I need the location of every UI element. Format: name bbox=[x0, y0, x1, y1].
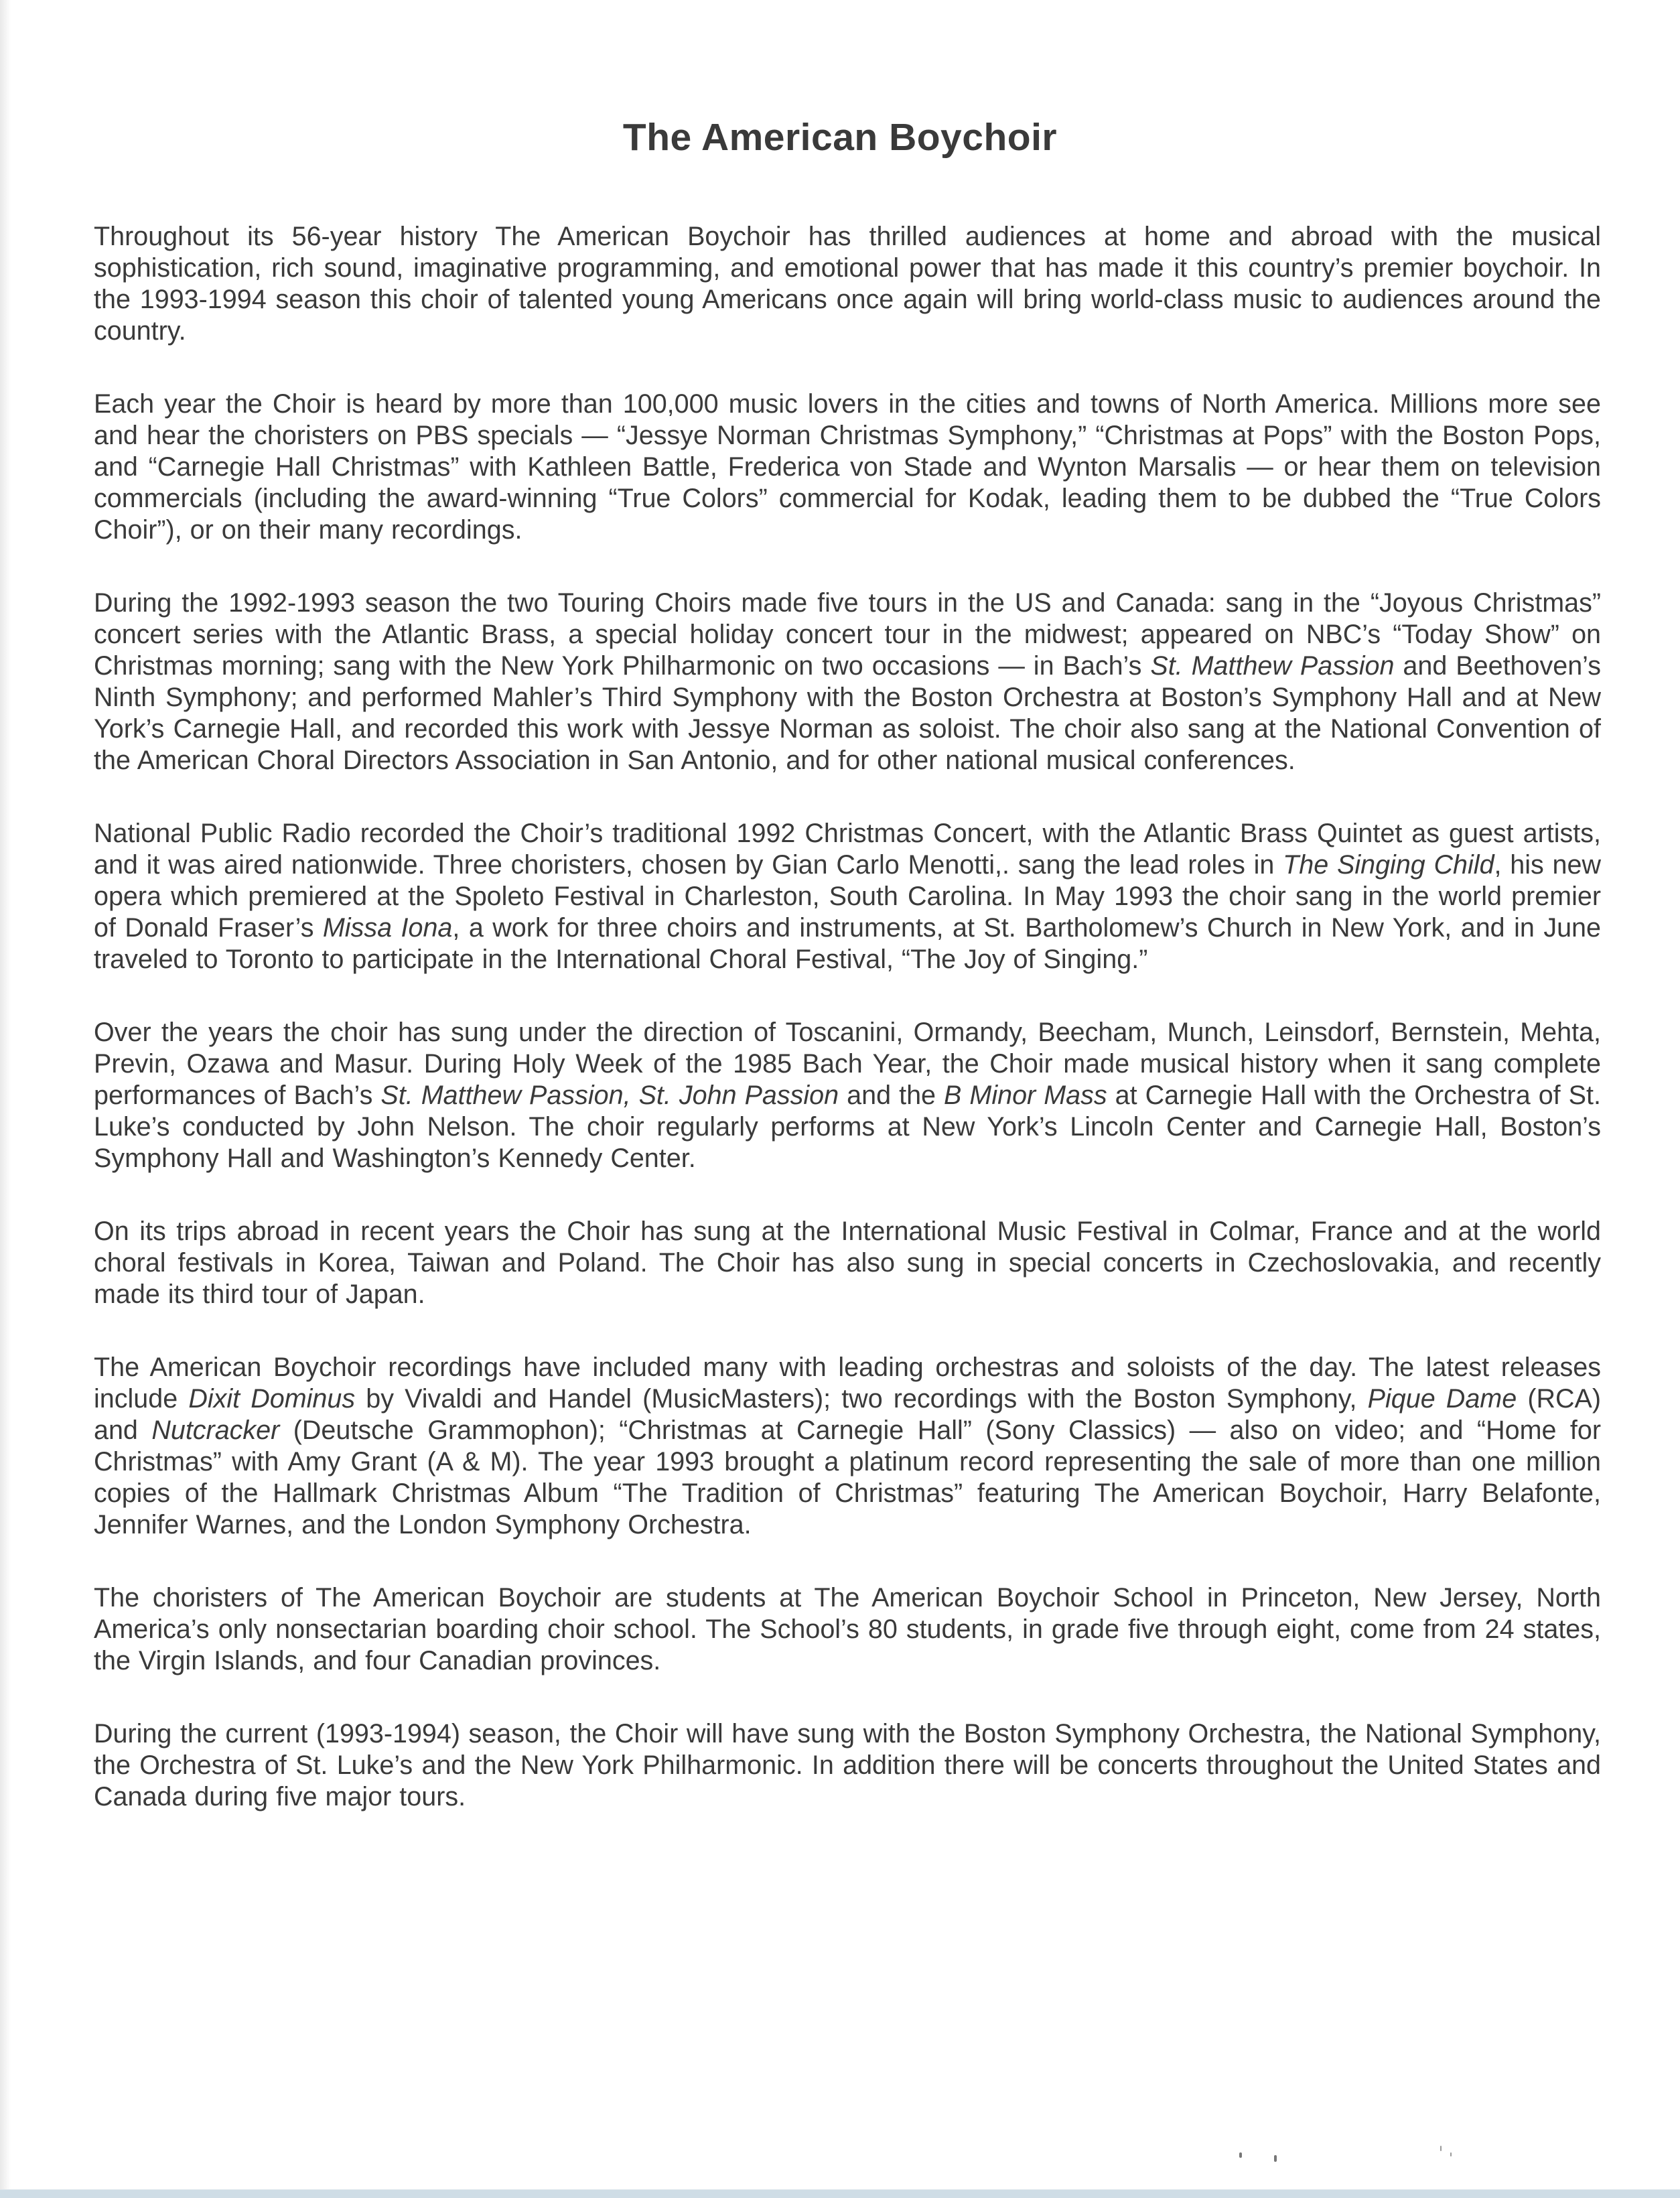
paragraph-text: (RCA) and bbox=[94, 1384, 1602, 1445]
work-title: Nutcracker bbox=[151, 1416, 280, 1445]
paragraph-text: (Deutsche Grammophon); “Christmas at Carnegie Hall” (Sony Classics) — also on video; and “Home for Christmas” with Amy Grant (A & M). The year 1993 brought a platinum record representing the sale of more than one million copies of the Hallmark Christmas Album “The Tradition of Christmas” featuring The American Boychoir, Harry Belafonte, Jennifer Warnes, and the London Symphony Orchestra. bbox=[94, 1416, 1601, 1539]
paragraph-text: Throughout its 56-year history The American Boychoir has thrilled audiences at home and abroad with the musical sophistication, rich sound, imaginative programming, and emotional power that has made it this country’s premier boychoir. In the 1993-1994 season this choir of talented young Americans once again will bring world-class music to audiences around the country. bbox=[94, 222, 1601, 346]
scan-specks bbox=[1239, 2140, 1480, 2174]
paragraph-text: by Vivaldi and Handel (MusicMasters); two recordings with the Boston Symphony, bbox=[355, 1384, 1368, 1414]
paragraph-conductors bbox=[94, 1017, 1601, 1174]
scan-speck bbox=[1450, 2152, 1452, 2156]
paragraph-npr-and-premieres bbox=[94, 818, 1601, 975]
scan-left-edge-shadow bbox=[0, 0, 11, 2198]
paragraph-text: at Carnegie Hall with the Orchestra of St. Luke’s conducted by John Nelson. The choir regularly performs at New York’s Lincoln Center and Carnegie Hall, Boston’s Symphony Hall and Washington’s Kennedy Center. bbox=[94, 1081, 1601, 1173]
paragraph-recordings bbox=[94, 1352, 1601, 1541]
paragraph-audience bbox=[94, 389, 1601, 546]
paragraph-text: On its trips abroad in recent years the Choir has sung at the International Music Festival in Colmar, France and at the world choral festivals in Korea, Taiwan and Poland. The Choir has also sung in special concerts in Czechoslovakia, and recently made its third tour of Japan. bbox=[94, 1217, 1601, 1309]
paragraph-text: National Public Radio recorded the Choir’s traditional 1992 Christmas Concert, with the Atlantic Brass Quintet as guest artists, and it was aired nationwide. Three choristers, chosen by Gian Carlo Menotti,. sang the lead roles in bbox=[94, 819, 1601, 880]
paragraph-current-season bbox=[94, 1718, 1601, 1813]
scan-speck bbox=[1440, 2146, 1442, 2151]
paragraph-1992-1993-season bbox=[94, 588, 1601, 776]
paragraph-text: During the 1992-1993 season the two Touring Choirs made five tours in the US and Canada: sang in the “Joyous Christmas” concert series with the Atlantic Brass, a special holiday concert tour in the midwest; appeared on NBC’s “Today Show” on Christmas morning; sang with the New York Philharmonic on two occasions — in Bach’s bbox=[94, 588, 1601, 681]
paragraph-text: During the current (1993-1994) season, the Choir will have sung with the Boston Symphony Orchestra, the National Symphony, the Orchestra of St. Luke’s and the New York Philharmonic. In addition there will be concerts throughout the United States and Canada during five major tours. bbox=[94, 1719, 1601, 1811]
paragraph-text: The choristers of The American Boychoir are students at The American Boychoir School in Princeton, New Jersey, North America’s only nonsectarian boarding choir school. The School’s 80 students, in grade five through eight, come from 24 states, the Virgin Islands, and four Canadian provinces. bbox=[94, 1583, 1601, 1675]
paragraph-history bbox=[94, 221, 1601, 347]
paragraph-text: , a work for three choirs and instruments, at St. Bartholomew’s Church in New York, and in June traveled to Toronto to participate in the International Choral Festival, “The Joy of Singing.” bbox=[94, 913, 1601, 974]
work-title: Dixit Dominus bbox=[188, 1384, 356, 1414]
work-title: Pique Dame bbox=[1367, 1384, 1517, 1414]
paragraph-text: Each year the Choir is heard by more than 100,000 music lovers in the cities and towns of North America. Millions more see and hear the choristers on PBS specials — “Jessye Norman Christmas Symphony,” “Christmas at Pops” with the Boston Pops, and “Carnegie Hall Christmas” with Kathleen Battle, Frederica von Stade and Wynton Marsalis — or hear them on television commercials (including the award-winning “True Colors” commercial for Kodak, leading them to be dubbed the “True Colors Choir”), or on their many recordings. bbox=[94, 389, 1601, 545]
paragraph-school bbox=[94, 1582, 1601, 1677]
scan-bottom-edge bbox=[0, 2189, 1680, 2198]
work-title: St. Matthew Passion, St. John Passion bbox=[380, 1081, 839, 1110]
work-title: Missa Iona bbox=[322, 913, 453, 943]
paragraph-text: Over the years the choir has sung under the direction of Toscanini, Ormandy, Beecham, Munch, Leinsdorf, Bernstein, Mehta, Previn, Ozawa and Masur. During Holy Week of the 1985 Bach Year, the Choir made musical history when it sang complete performances of Bach’s bbox=[94, 1018, 1601, 1110]
paragraph-text: and the bbox=[839, 1081, 944, 1110]
paragraph-text: The American Boychoir recordings have included many with leading orchestras and soloists of the day. The latest releases include bbox=[94, 1353, 1601, 1414]
scan-speck bbox=[1239, 2152, 1242, 2158]
work-title: St. Matthew Passion bbox=[1150, 651, 1395, 681]
work-title: B Minor Mass bbox=[944, 1081, 1107, 1110]
scan-speck bbox=[1274, 2155, 1277, 2162]
paragraph-text: and Beethoven’s Ninth Symphony; and performed Mahler’s Third Symphony with the Boston Orchestra at Boston’s Symphony Hall and at New York’s Carnegie Hall, and recorded this work with Jessye Norman as soloist. The choir also sang at the National Convention of the American Choral Directors Association in San Antonio, and for other national musical conferences. bbox=[94, 651, 1601, 775]
paragraph-trips-abroad bbox=[94, 1216, 1601, 1310]
work-title: The Singing Child bbox=[1283, 850, 1494, 880]
paragraph-text: , his new opera which premiered at the Spoleto Festival in Charleston, South Carolina. In May 1993 the choir sang in the world premier of Donald Fraser’s bbox=[94, 850, 1601, 943]
document-body bbox=[94, 221, 1601, 1854]
page-title: The American Boychoir bbox=[622, 116, 1058, 159]
